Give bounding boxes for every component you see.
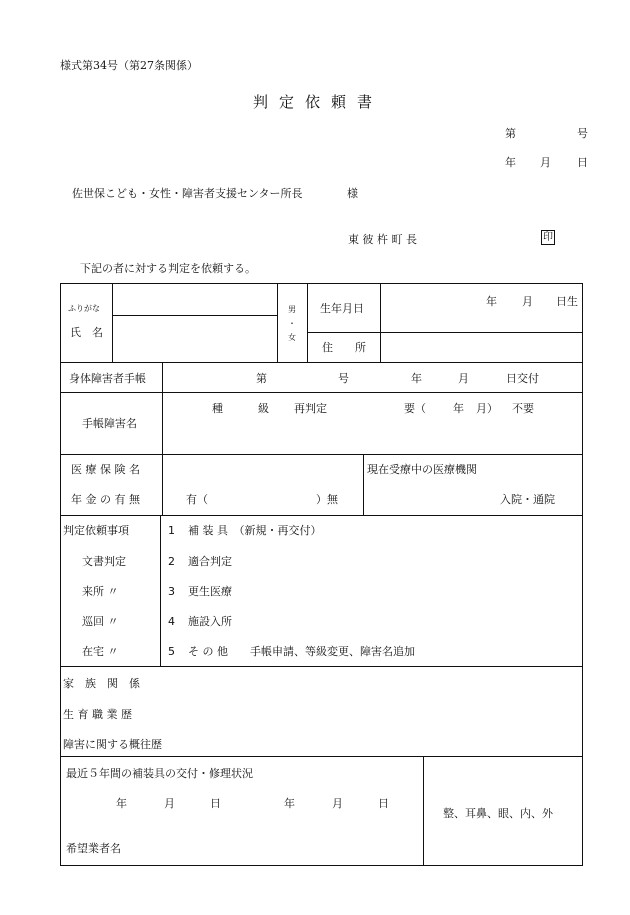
rule-disability-bottom bbox=[60, 454, 583, 455]
form-code: 様式第34号（第27条関係） bbox=[60, 59, 198, 72]
requester-name: 東 彼 杵 町 長 bbox=[348, 233, 417, 246]
rule-handbook-top bbox=[60, 362, 583, 363]
handbook-go: 号 bbox=[338, 372, 349, 385]
rule-v-birth bbox=[380, 283, 381, 362]
upbringing-label: 生 育 職 業 歴 bbox=[63, 708, 132, 721]
rule-birth-address bbox=[307, 332, 583, 333]
pension-label: 年 金 の 有 無 bbox=[71, 493, 140, 506]
method-tour: 巡回 〃 bbox=[82, 615, 119, 628]
addressee-suffix: 様 bbox=[347, 187, 358, 200]
rule-v-medical bbox=[363, 454, 364, 515]
rule-v-sex-left bbox=[277, 283, 278, 362]
disability-name-label: 手帳障害名 bbox=[82, 417, 137, 430]
handbook-month: 月 bbox=[458, 372, 469, 385]
grade-label: 級 bbox=[258, 402, 269, 415]
recent-devices-label: 最近５年間の補装具の交付・修理状況 bbox=[66, 767, 253, 780]
page-title: 判定依頼書 bbox=[253, 93, 384, 111]
item-number: 4 bbox=[168, 615, 175, 628]
required-month: 月） bbox=[476, 402, 498, 415]
type-label: 種 bbox=[212, 402, 223, 415]
item-number: 3 bbox=[168, 585, 175, 598]
date-month-label: 月 bbox=[540, 156, 551, 169]
sex-male: 男 bbox=[288, 305, 296, 314]
item-text: 施設入所 bbox=[188, 615, 232, 628]
item-text: 更生医療 bbox=[188, 585, 232, 598]
pension-yes: 有（ bbox=[186, 493, 208, 506]
recent-month: 月 bbox=[332, 797, 343, 810]
handbook-year: 年 bbox=[411, 372, 422, 385]
rule-v-name bbox=[112, 283, 113, 362]
not-required: 不要 bbox=[512, 402, 534, 415]
item-number: 5 bbox=[168, 645, 175, 658]
addressee: 佐世保こども・女性・障害者支援センター所長 bbox=[72, 187, 303, 200]
item-text: そ の 他 手帳申請、等級変更、障害名追加 bbox=[188, 645, 415, 658]
vendor-label: 希望業者名 bbox=[66, 842, 121, 855]
birth-month: 月 bbox=[522, 295, 533, 308]
address-label: 住 所 bbox=[322, 341, 366, 354]
required-year: 年 bbox=[453, 402, 464, 415]
rule-v-sex-right bbox=[307, 283, 308, 362]
recent-year: 年 bbox=[116, 797, 127, 810]
seal-mark: 印 bbox=[543, 232, 553, 243]
recent-day: 日 bbox=[378, 797, 389, 810]
rule-furigana bbox=[112, 315, 277, 316]
name-label: 氏 名 bbox=[70, 326, 103, 339]
furigana-label: ふりがな bbox=[68, 304, 100, 313]
item-text: 補 装 具 （新規・再交付） bbox=[188, 524, 322, 537]
sex-female: 女 bbox=[288, 333, 296, 342]
rule-handbook-bottom bbox=[60, 392, 583, 393]
sex-separator: ・ bbox=[288, 319, 296, 328]
handbook-issued: 日交付 bbox=[506, 372, 539, 385]
item-number: 2 bbox=[168, 555, 175, 568]
birth-year: 年 bbox=[486, 295, 497, 308]
departments-list: 整、耳鼻、眼、内、外 bbox=[443, 807, 553, 820]
pension-none: ）無 bbox=[316, 493, 338, 506]
method-visit: 来所 〃 bbox=[82, 585, 119, 598]
handbook-dai: 第 bbox=[256, 372, 267, 385]
method-home: 在宅 〃 bbox=[82, 645, 119, 658]
recent-year: 年 bbox=[284, 797, 295, 810]
item-text: 適合判定 bbox=[188, 555, 232, 568]
request-items-label: 判定依頼事項 bbox=[63, 524, 129, 537]
rule-v-labels bbox=[162, 362, 163, 515]
family-label: 家 族 関 係 bbox=[63, 677, 140, 690]
rule-history-bottom bbox=[60, 756, 583, 757]
item-number: 1 bbox=[168, 524, 175, 537]
rejudge-label: 再判定 bbox=[294, 402, 327, 415]
inpatient-outpatient: 入院・通院 bbox=[500, 493, 555, 506]
history-label: 障害に関する概往歴 bbox=[63, 738, 162, 751]
date-year-label: 年 bbox=[505, 156, 516, 169]
handbook-label: 身体障害者手帳 bbox=[69, 372, 146, 385]
required-label: 要（ bbox=[404, 402, 426, 415]
document-number-dai: 第 bbox=[505, 127, 516, 140]
date-day-label: 日 bbox=[577, 156, 588, 169]
intro-text: 下記の者に対する判定を依頼する。 bbox=[80, 262, 256, 275]
current-medical-label: 現在受療中の医療機関 bbox=[367, 463, 477, 476]
document-number-go: 号 bbox=[577, 127, 588, 140]
birth-day: 日生 bbox=[556, 295, 578, 308]
recent-month: 月 bbox=[164, 797, 175, 810]
rule-insurance-bottom bbox=[60, 515, 583, 516]
recent-day: 日 bbox=[210, 797, 221, 810]
rule-v-items bbox=[160, 515, 161, 666]
rule-v-departments bbox=[423, 756, 424, 866]
insurance-label: 医 療 保 険 名 bbox=[71, 463, 140, 476]
method-document: 文書判定 bbox=[82, 555, 126, 568]
birth-label: 生年月日 bbox=[320, 302, 364, 315]
rule-items-bottom bbox=[60, 666, 583, 667]
